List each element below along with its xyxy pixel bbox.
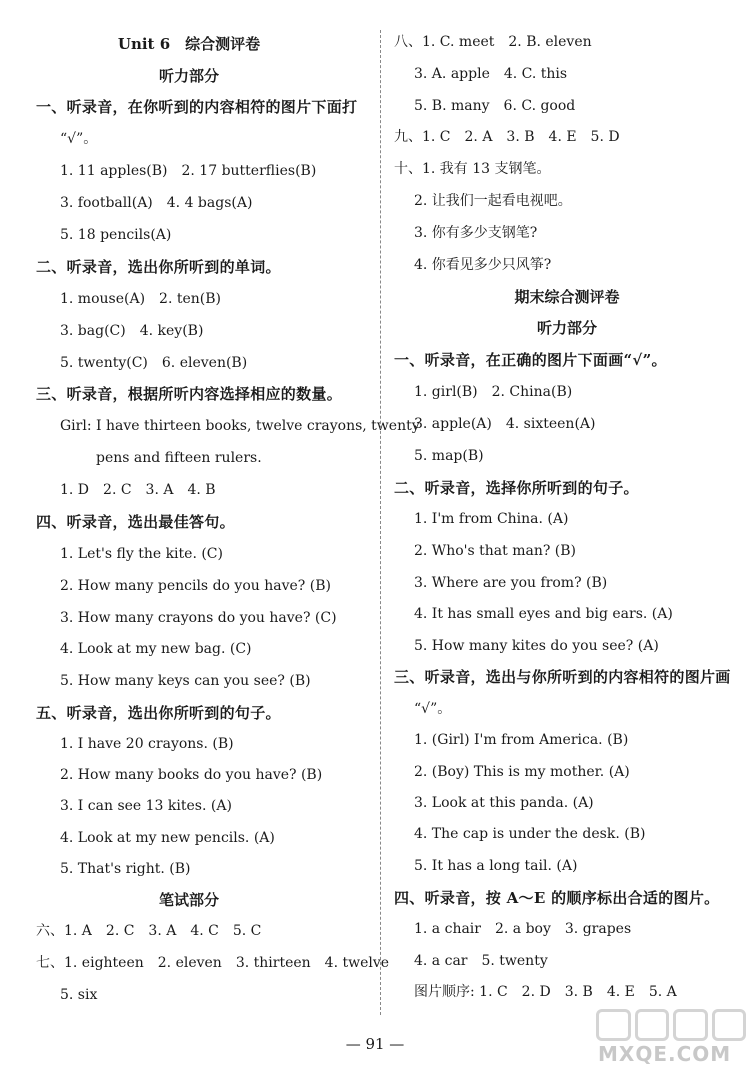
answer-line: 十、1. 我有 13 支钢笔。 — [394, 161, 551, 177]
answer-line: 3. I can see 13 kites. (A) — [60, 798, 232, 814]
answer-line: 2. (Boy) This is my mother. (A) — [414, 764, 630, 780]
question-heading-1-cont: “√”。 — [60, 131, 98, 147]
answer-line: 2. How many books do you have? (B) — [60, 767, 323, 783]
answer-line: 5. That's right. (B) — [60, 861, 191, 877]
answer-line: 八、1. C. meet 2. B. eleven — [394, 34, 592, 50]
answer-line: 5. B. many 6. C. good — [414, 98, 576, 114]
question-heading-3: 三、听录音，选出与你所听到的内容相符的图片画 — [394, 668, 731, 686]
answer-line: 1. D 2. C 3. A 4. B — [60, 482, 216, 498]
section-title-listening: 听力部分 — [158, 67, 219, 85]
watermark-logo-icon — [596, 1010, 746, 1040]
answer-line: 1. I'm from China. (A) — [414, 511, 569, 527]
answer-line: 1. a chair 2. a boy 3. grapes — [414, 921, 632, 937]
question-heading-3: 三、听录音，根据所听内容选择相应的数量。 — [36, 385, 343, 403]
answer-line: 1. girl(B) 2. China(B) — [414, 384, 573, 400]
final-exam-title: 期末综合测评卷 — [514, 288, 620, 306]
question-heading-3-cont: “√”。 — [414, 701, 452, 717]
answer-line: 3. Look at this panda. (A) — [414, 795, 594, 811]
answer-line: 3. football(A) 4. 4 bags(A) — [60, 195, 253, 211]
answer-line: 图片顺序: 1. C 2. D 3. B 4. E 5. A — [414, 984, 677, 1000]
question-heading-4: 四、听录音，选出最佳答句。 — [36, 513, 235, 531]
answer-line: 1. (Girl) I'm from America. (B) — [414, 732, 629, 748]
answer-line: 5. 18 pencils(A) — [60, 227, 172, 243]
answer-line: 1. I have 20 crayons. (B) — [60, 736, 234, 752]
transcript-line: pens and fifteen rulers. — [96, 450, 262, 466]
answer-line: 2. How many pencils do you have? (B) — [60, 578, 331, 594]
question-heading-4: 四、听录音，按 A～E 的顺序标出合适的图片。 — [394, 889, 720, 907]
answer-line: 5. six — [60, 987, 98, 1003]
answer-line: 1. mouse(A) 2. ten(B) — [60, 291, 221, 307]
answer-line: 3. How many crayons do you have? (C) — [60, 610, 337, 626]
answer-line: 4. Look at my new pencils. (A) — [60, 830, 275, 846]
answer-line: 七、1. eighteen 2. eleven 3. thirteen 4. twelve — [36, 955, 390, 971]
answer-line: 5. twenty(C) 6. eleven(B) — [60, 355, 248, 371]
answer-line: 4. Look at my new bag. (C) — [60, 641, 252, 657]
answer-line: 1. 11 apples(B) 2. 17 butterflies(B) — [60, 163, 317, 179]
answer-line: 六、1. A 2. C 3. A 4. C 5. C — [36, 923, 262, 939]
answer-line: 5. It has a long tail. (A) — [414, 858, 578, 874]
question-heading-1: 一、听录音，在正确的图片下面画“√”。 — [394, 351, 667, 369]
answer-line: 4. a car 5. twenty — [414, 953, 548, 969]
column-divider — [380, 30, 381, 1015]
question-heading-1: 一、听录音，在你听到的内容相符的图片下面打 — [36, 98, 358, 116]
answer-line: 3. 你有多少支钢笔? — [414, 225, 538, 241]
page-number: — 91 — — [345, 1035, 405, 1053]
answer-line: 3. A. apple 4. C. this — [414, 66, 568, 82]
answer-line: 3. bag(C) 4. key(B) — [60, 323, 204, 339]
section-title-listening: 听力部分 — [536, 319, 597, 337]
answer-line: 1. Let's fly the kite. (C) — [60, 546, 223, 562]
transcript-line: Girl: I have thirteen books, twelve crayons, twenty — [60, 418, 420, 434]
answer-line: 5. map(B) — [414, 448, 484, 464]
answer-line: 5. How many kites do you see? (A) — [414, 638, 659, 654]
answer-line: 3. apple(A) 4. sixteen(A) — [414, 416, 596, 432]
watermark-text: MXQE.COM — [598, 1042, 732, 1066]
answer-line: 4. The cap is under the desk. (B) — [414, 826, 646, 842]
answer-line: 5. How many keys can you see? (B) — [60, 673, 311, 689]
answer-line: 2. Who's that man? (B) — [414, 543, 576, 559]
answer-line: 3. Where are you from? (B) — [414, 575, 608, 591]
watermark — [596, 1010, 746, 1066]
unit-title: Unit 6 综合测评卷 — [117, 35, 261, 53]
answer-line: 九、1. C 2. A 3. B 4. E 5. D — [394, 129, 620, 145]
question-heading-2: 二、听录音，选出你所听到的单词。 — [36, 258, 281, 276]
section-title-written: 笔试部分 — [158, 891, 219, 909]
question-heading-5: 五、听录音，选出你所听到的句子。 — [36, 704, 281, 722]
answer-line: 2. 让我们一起看电视吧。 — [414, 193, 572, 209]
question-heading-2: 二、听录音，选择你所听到的句子。 — [394, 479, 639, 497]
answer-line: 4. 你看见多少只风筝? — [414, 257, 552, 273]
answer-line: 4. It has small eyes and big ears. (A) — [414, 606, 673, 622]
